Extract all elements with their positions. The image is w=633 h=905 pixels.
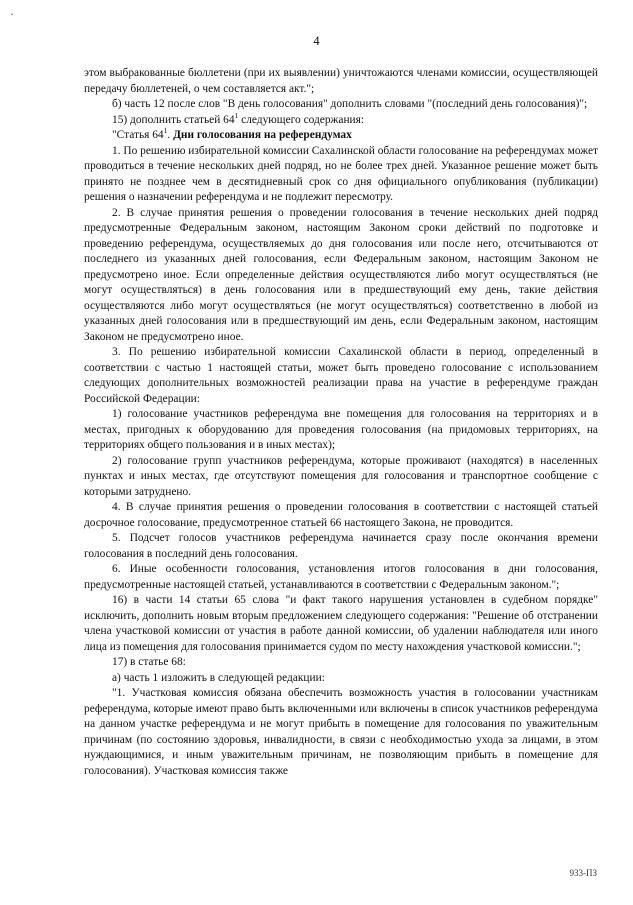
paragraph-part-5: 5. Подсчет голосов участников референдума начинается сразу после окончания времени голосования в последний день голосования. bbox=[84, 532, 598, 560]
paragraph-item-b: б) часть 12 после слов "В день голосования" дополнить словами "(последний день голосования)"; bbox=[112, 98, 588, 110]
corner-mark: · bbox=[10, 7, 14, 21]
paragraph-subitem-2: 2) голосование групп участников референдума, которые проживают (находятся) в населенных пунктах и иных местах, где отсутствуют помещения для голосования и транспортное сообщение с которыми затруднено. bbox=[84, 454, 598, 498]
article-title: Дни голосования на референдумах bbox=[173, 129, 352, 141]
paragraph-subitem-1: 1) голосование участников референдума вне помещения для голосования на территориях и в местах, пригодных к оборудованию для проведения голосования (на придомовых территориях, на территориях общего пользования и в иных местах); bbox=[84, 408, 598, 451]
paragraph-part-3: 3. По решению избирательной комиссии Сахалинской области в период, определенный в соответствии с частью 1 настоящей статьи, может быть проведено голосование с использованием следующих дополнительных возможностей реализации права на участие в референдуме граждан Российской Федерации: bbox=[84, 346, 598, 405]
paragraph-part-1: 1. По решению избирательной комиссии Сахалинской области голосование на референдумах может проводиться в течение нескольких дней подряд, но не более трех дней. Указанное решение может быть принято не позднее чем в десятидневный срок со дня официального опубликования (публикации) решения о назначении референдума и не подлежит пересмотру. bbox=[84, 144, 598, 203]
document-code: 933-ПЗ bbox=[569, 868, 597, 878]
paragraph-part-6: 6. Иные особенности голосования, установления итогов голосования в дни голосования, предусмотренные настоящей статьей, устанавливаются в соответствии с Федеральным законом."; bbox=[84, 563, 598, 591]
paragraph-item-16: 16) в части 14 статьи 65 слова "и факт такого нарушения установлен в судебном порядке" исключить, дополнить новым вторым предложением следующего содержания: "Решение об отстранении члена участковой комиссии от участия в работе данной комиссии, об удалении наблюдателя или иного лица из помещения для голосования принимается судом по месту нахождения участковой комиссии."; bbox=[84, 594, 598, 653]
paragraph-item-17: 17) в статье 68: bbox=[112, 656, 186, 668]
paragraph-new-part-1: "1. Участковая комиссия обязана обеспечить возможность участия в голосовании участникам референдума, которые имеют право быть включенными или включены в список участников референдума на данном участке референдума и не могут прибыть в помещение для голосования по уважительным причинам (по состоянию здоровья, инвалидности, в связи с необходимостью ухода за лицами, в этом нуждающимися, и иным уважительным причинам, не позволяющим прибыть в помещение для голосования). Участковая комиссия также bbox=[84, 687, 598, 777]
paragraph-item-15: 15) дополнить статьей $64^1$ следующего содержания: bbox=[112, 110, 365, 126]
paragraph-continuation: этом выбракованные бюллетени (при их выявлении) уничтожаются членами комиссии, осуществляющей передачу бюллетеней, о чем составляется акт."; bbox=[84, 67, 598, 95]
document-body bbox=[84, 66, 598, 779]
article-heading: "Статья $64^1$. Дни голосования на референдумах bbox=[112, 126, 352, 141]
paragraph-part-4: 4. В случае принятия решения о проведении голосования в соответствии с настоящей статьей досрочное голосование, предусмотренное статьей 66 настоящего Закона, не проводится. bbox=[84, 501, 598, 529]
page-number: 4 bbox=[313, 34, 320, 48]
paragraph-part-2: 2. В случае принятия решения о проведении голосования в течение нескольких дней подряд предусмотренные Федеральным законом, настоящим Законом сроки действий по подготовке и проведению референдума, осуществляемых до дня голосования или после него, отсчитываются от последнего из указанных дней голосования, если Федеральным законом, настоящим Законом не предусмотрено иное. Если определенные действия осуществляются либо могут осуществляться (не могут осуществляться) в день голосования или в предшествующий ему день, такие действия осуществляются либо могут осуществляться (не могут осуществляться) соответственно в любой из указанных дней голосования или в предшествующий им день, если Федеральным законом, настоящим Законом не предусмотрено иное. bbox=[84, 206, 598, 343]
paragraph-item-a: а) часть 1 изложить в следующей редакции: bbox=[112, 671, 325, 684]
